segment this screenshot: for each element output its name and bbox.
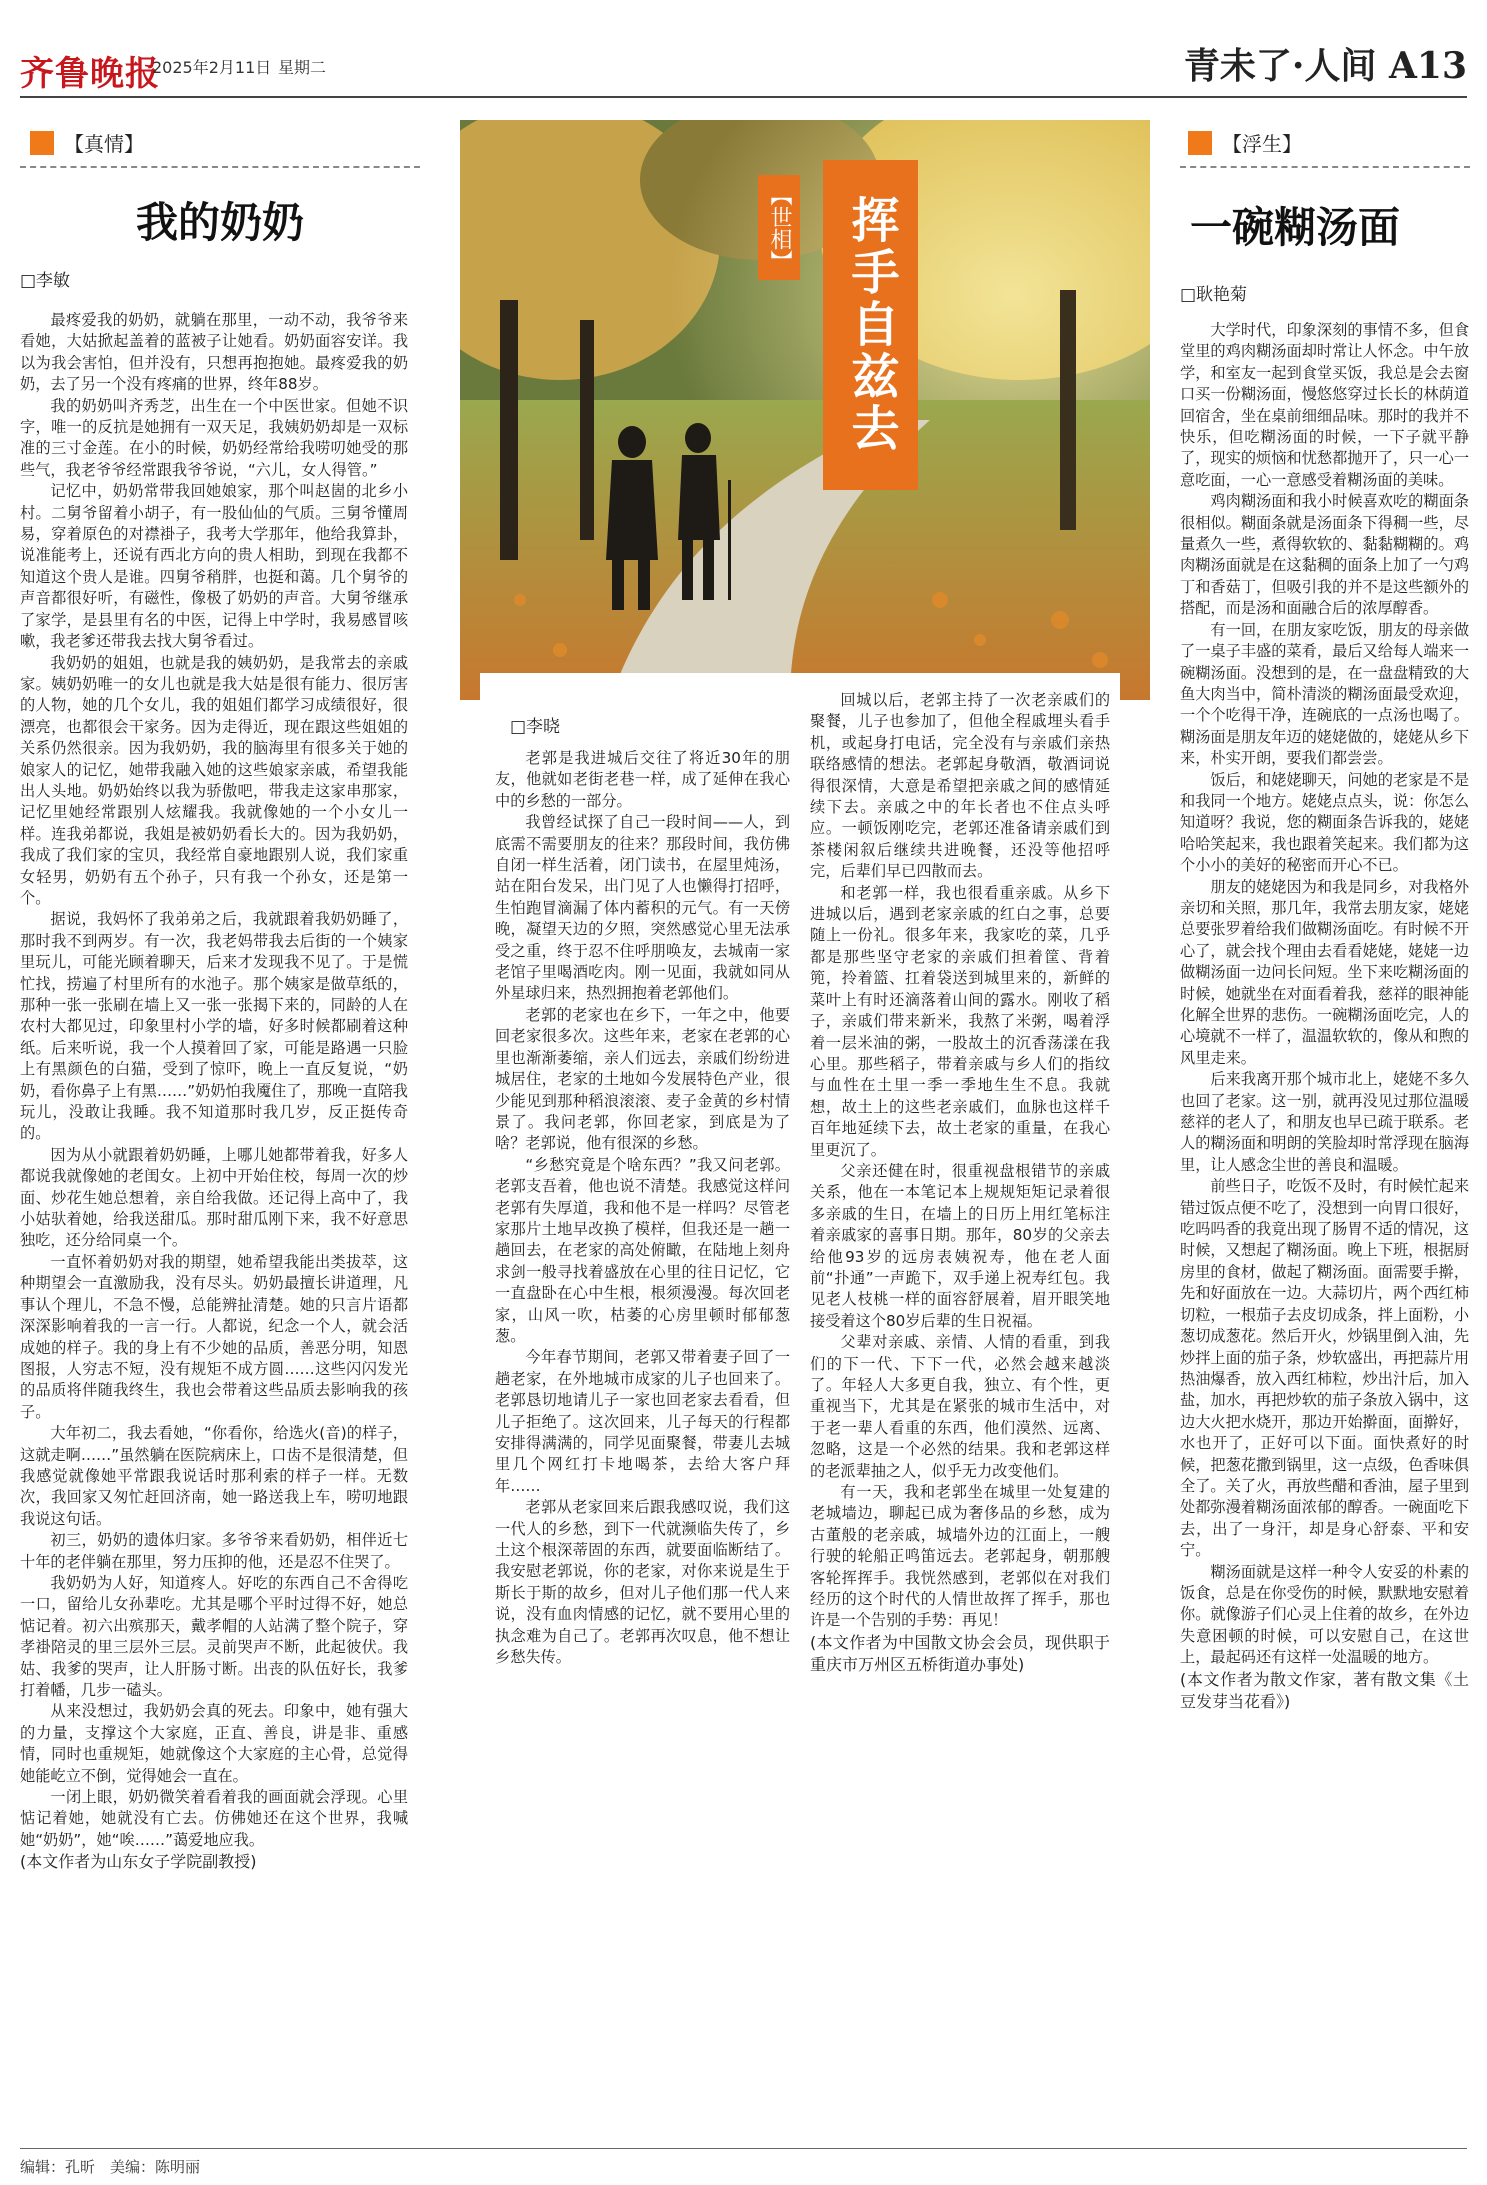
paragraph: 有一回，在朋友家吃饭，朋友的母亲做了一桌子丰盛的菜肴，最后又给每人端来一碗糊汤面。没想到的是，在一盘盘精致的大鱼大肉当中，简朴清淡的糊汤面最受欢迎，一个个吃得干净，连碗底的一点汤也喝了。糊汤面是朋友年迈的姥姥做的，姥姥从乡下来，朴实开朗，要我们都尝尝。 bbox=[1180, 620, 1469, 768]
issue-date: 2025年2月11日 bbox=[152, 58, 272, 77]
paragraph: 前些日子，吃饭不及时，有时候忙起来错过饭点便不吃了，没想到一向胃口很好，吃吗吗香的我竟出现了肠胃不适的情况，这时候，又想起了糊汤面。晚上下班，根据厨房里的食材，做起了糊汤面。面需要手擀，先和好面放在一边。大蒜切片，两个西红柿切粒，一根茄子去皮切成条，拌上面粉，小葱切成葱花。然后开火，炒锅里倒入油，先炒拌上面的茄子条，炒软盛出，再把蒜片用热油爆香，放入西红柿粒，炒出汁后，加入盐，加水，再把炒软的茄子条放入锅中，这边大火把水烧开，那边开始擀面，面擀好，水也开了，正好可以下面。面快煮好的时候，把葱花撒到锅里，这一点级，色香味俱全了。关了火，再放些醋和香油，屋子里到处都弥漫着糊汤面浓郁的醇香。一碗面吃下去，出了一身汗，却是身心舒泰、平和安宁。 bbox=[1180, 1177, 1469, 1560]
author-note: (本文作者为散文作家，著有散文集《土豆发芽当花看》) bbox=[1180, 1669, 1469, 1711]
author-note: (本文作者为山东女子学院副教授) bbox=[20, 1852, 257, 1872]
orange-square-icon bbox=[1188, 131, 1212, 155]
right-tag-divider bbox=[1180, 166, 1470, 168]
left-article-body bbox=[20, 310, 408, 1873]
orange-square-icon bbox=[30, 131, 54, 155]
paragraph: 鸡肉糊汤面和我小时候喜欢吃的糊面条很相似。糊面条就是汤面条下得稠一些，尽量煮久一些，煮得软软的、黏黏糊糊的。鸡肉糊汤面就是在这黏稠的面条上加了一勺鸡丁和香菇丁，但吸引我的并不是这些额外的搭配，而是汤和面融合后的浓厚醇香。 bbox=[1180, 492, 1469, 618]
paragraph: 父辈对亲戚、亲情、人情的看重，到我们的下一代、下下一代，必然会越来越淡了。年轻人大多更自我，独立、有个性，更重视当下，尤其是在紧张的城市生活中，对于老一辈人看重的东西，他们漠然、远离、忽略，这是一个必然的结果。我和老郭这样的老派辈抽之人，似乎无力改变他们。 bbox=[810, 1333, 1110, 1480]
paragraph: 朋友的姥姥因为和我是同乡，对我格外亲切和关照，那几年，我常去朋友家，姥姥总要张罗着给我们做糊汤面吃。有时候不开心了，就会找个理由去看看姥姥，姥姥一边做糊汤面一边问长问短。坐下来吃糊汤面的时候，她就坐在对面看着我，慈祥的眼神能化解全世界的悲伤。一碗糊汤面吃完，人的心境就不一样了，温温软软的，像从和煦的风里走来。 bbox=[1180, 877, 1469, 1067]
left-tag-label: 【真情】 bbox=[64, 132, 144, 156]
paragraph: 今年春节期间，老郭又带着妻子回了一趟老家，在外地城市成家的儿子也回来了。老郭恳切地请儿子一家也回老家去看看，但儿子拒绝了。这次回来，儿子每天的行程都安排得满满的，同学见面聚餐，带妻儿去城里几个网红打卡地喝茶，去给大客户拜年…… bbox=[495, 1348, 790, 1495]
center-article-title: 挥手自兹去 bbox=[823, 160, 918, 490]
right-tag-label: 【浮生】 bbox=[1222, 132, 1302, 156]
paragraph: 初三，奶奶的遗体归家。多爷爷来看奶奶，相伴近七十年的老伴躺在那里，努力压抑的他，还是忍不住哭了。 bbox=[20, 1531, 408, 1571]
left-article-author: □李敏 bbox=[20, 271, 71, 291]
paragraph: 老郭从老家回来后跟我感叹说，我们这一代人的乡愁，到下一代就濒临失传了，乡土这个根深蒂固的东西，就要面临断结了。我安慰老郭说，你的老家，对你来说是生于斯长于斯的故乡，但对儿子他们那一代人来说，没有血肉情感的记忆，就不要用心里的执念难为自己了。老郭再次叹息，他不想让乡愁失传。 bbox=[495, 1498, 790, 1667]
left-article-tag bbox=[30, 128, 144, 157]
left-article-title: 我的奶奶 bbox=[135, 198, 304, 247]
right-article-author: □耿艳菊 bbox=[1180, 285, 1248, 305]
paragraph: 大学时代，印象深刻的事情不多，但食堂里的鸡肉糊汤面却时常让人怀念。中午放学，和室友一起到食堂买饭，我总是会去窗口买一份糊汤面，慢悠悠穿过长长的林荫道回宿舍，坐在桌前细细品味。那时的我并不快乐，但吃糊汤面的时候，一下子就平静了，现实的烦恼和忧愁都抛开了，只一心一意吃面，一心一意感受着糊汤面的美味。 bbox=[1180, 321, 1469, 489]
center-article-body-col2 bbox=[810, 690, 1110, 1676]
paragraph: 一闭上眼，奶奶微笑着看着我的画面就会浮现。心里惦记着她，她就没有亡去。仿佛她还在这个世界，我喊她“奶奶”，她“唉……”蔼爱地应我。 bbox=[20, 1788, 408, 1849]
paragraph: 我奶奶为人好，知道疼人。好吃的东西自己不舍得吃一口，留给儿女孙辈吃。尤其是哪个平时过得不好，她总惦记着。初六出殡那天，戴孝帽的人站满了整个院子，穿孝褂陪灵的里三层外三层。灵前哭声不断，此起彼伏。我姑、我爹的哭声，让人肝肠寸断。出丧的队伍好长，我爹打着幡，几步一磕头。 bbox=[20, 1573, 408, 1699]
newspaper-logo: 齐鲁晚报 bbox=[20, 54, 160, 94]
center-article-body-col1 bbox=[495, 748, 790, 1668]
center-article-author: □李晓 bbox=[510, 717, 561, 737]
paragraph: 我的奶奶叫齐秀芝，出生在一个中医世家。但她不识字，唯一的反抗是她拥有一双天足，我姨奶奶却是一双标准的三寸金莲。在小的时候，奶奶经常给我唠叨她受的那些气，我老爷爷经常跟我爷爷说，“六儿，女人得管。” bbox=[20, 396, 408, 479]
author-note: (本文作者为中国散文协会会员，现供职于重庆市万州区五桥街道办事处) bbox=[810, 1632, 1110, 1674]
paragraph: 回城以后，老郭主持了一次老亲戚们的聚餐，儿子也参加了，但他全程戚埋头看手机，或起身打电话，完全没有与亲戚们亲热联络感情的想法。老郭起身敬酒，敬酒词说得很深情，大意是希望把亲戚之间的感情延续下去。亲戚之中的年长者也不住点头呼应。一顿饭刚吃完，老郭还准备请亲戚们到茶楼闲叙后继续共进晚餐，还没等他招呼完，后辈们早已四散而去。 bbox=[810, 691, 1110, 881]
header-rule bbox=[20, 96, 1467, 98]
paragraph: 大年初二，我去看她，“你看你，给选火(音)的样子，这就走啊……”虽然躺在医院病床上，口齿不是很清楚，但我感觉就像她平常跟我说话时那利索的样子一样。无数次，我回家又匆忙赶回济南，她一路送我上车，唠叨地跟我说这句话。 bbox=[20, 1424, 408, 1528]
paragraph: 后来我离开那个城市北上，姥姥不多久也回了老家。这一别，就再没见过那位温暖慈祥的老人了，和朋友也早已疏于联系。老人的糊汤面和明朗的笑脸却时常浮现在脑海里，让人感念尘世的善良和温暖。 bbox=[1180, 1070, 1469, 1174]
paragraph: 记忆中，奶奶常带我回她娘家，那个叫赵崮的北乡小村。二舅爷留着小胡子，有一股仙仙的气质。三舅爷懂周易，穿着原色的对襟褂子，我考大学那年，他给我算卦，说准能考上，还说有西北方向的贵人相助，到现在我都不知道这个贵人是谁。四舅爷稍胖，也挺和蔼。几个舅爷的声音都很好听，有磁性，像极了奶奶的声音。大舅爷继承了家学，是县里有名的中医，记得上中学时，我易感冒咳嗽，我老爹还带我去找大舅爷看过。 bbox=[20, 482, 408, 651]
elderly-couple-photo bbox=[460, 120, 1150, 700]
paragraph: 老郭的老家也在乡下，一年之中，他要回老家很多次。这些年来，老家在老郭的心里也渐渐萎缩，亲人们远去，亲戚们纷纷进城居住，老家的土地如今发展特色产业，很少能见到那种稻浪滚滚、麦子金黄的乡村情景了。我问老郭，你回老家，到底是为了啥？老郭说，他有很深的乡愁。 bbox=[495, 1005, 790, 1153]
paragraph: “乡愁究竟是个啥东西？”我又问老郭。老郭支吾着，他也说不清楚。我感觉这样问老郭有失厚道，我和他不是一样吗？尽管老家那片土地早改换了模样，但我还是一趟一趟回去，在老家的高处俯瞰，在陆地上刻舟求剑一般寻找着盛放在心里的往日记忆，它一直盘卧在心中生根，根须漫漫。每次回老家，山风一吹，枯萎的心房里顿时郁郁葱葱。 bbox=[495, 1155, 790, 1345]
paragraph: 我曾经试探了自己一段时间——人，到底需不需要朋友的往来？那段时间，我仿佛自闭一样生活着，闭门读书，在屋里炖汤，站在阳台发呆，出门见了人也懒得打招呼，生怕跑冒滴漏了体内蓄积的元气。有一天傍晚，凝望天边的夕照，突然感觉心里无法承受之重，终于忍不住呼朋唤友，去城南一家老馆子里喝酒吃肉。刚一见面，我就如同从外星球归来，热烈拥抱着老郭他们。 bbox=[495, 813, 790, 1003]
paragraph: 糊汤面就是这样一种令人安妥的朴素的饭食，总是在你受伤的时候，默默地安慰着你。就像游子们心灵上住着的故乡，在外边失意困顿的时候，可以安慰自己，在这世上，最起码还有这样一处温暖的地方。 bbox=[1180, 1562, 1469, 1667]
paragraph: 一直怀着奶奶对我的期望，她希望我能出类拔萃，这种期望会一直激励我，没有尽头。奶奶最擅长讲道理，凡事认个理儿，不急不慢，总能辨扯清楚。她的只言片语都深深影响着我的一言一行。人都说，纪念一个人，就会活成她的样子。我的身上有不少她的品质，善恶分明，知恩图报，人穷志不短，没有规矩不成方圆……这些闪闪发光的品质将伴随我终生，我也会带着这些品质去影响我的孩子。 bbox=[20, 1252, 408, 1421]
paragraph: 老郭是我进城后交往了将近30年的朋友，他就如老街老巷一样，成了延伸在我心中的乡愁的一部分。 bbox=[495, 749, 790, 810]
footer-rule bbox=[20, 2148, 1467, 2149]
paragraph: 饭后，和姥姥聊天，问她的老家是不是和我同一个地方。姥姥点点头，说：你怎么知道呀？我说，您的糊面条告诉我的，姥姥哈哈笑起来，我也跟着笑起来。我们都为这个小小的美好的秘密而开心不已。 bbox=[1180, 770, 1469, 875]
right-article-body bbox=[1180, 320, 1469, 1713]
right-article-title: 一碗糊汤面 bbox=[1189, 203, 1400, 252]
center-article-tag: 【世相】 bbox=[758, 175, 800, 280]
left-tag-divider bbox=[20, 166, 420, 168]
issue-weekday: 星期二 bbox=[278, 58, 327, 77]
paragraph: 从来没想过，我奶奶会真的死去。印象中，她有强大的力量，支撑这个大家庭，正直、善良，讲是非、重感情，同时也重规矩，她就像这个大家庭的主心骨，总觉得她能屹立不倒，觉得她会一直在。 bbox=[20, 1702, 408, 1785]
right-article-tag bbox=[1188, 128, 1302, 157]
paragraph: 和老郭一样，我也很看重亲戚。从乡下进城以后，遇到老家亲戚的红白之事，总要随上一份礼。很多年来，我家吃的菜，几乎都是那些坚守老家的亲戚们担着筐、背着篼，拎着篮、扛着袋送到城里来的，新鲜的菜叶上有时还滴落着山间的露水。刚收了稻子，亲戚们带来新米，我熬了米粥，喝着浮着一层米油的粥，一股故土的沉香荡漾在我心里。那些稻子，带着亲戚与乡人们的指纹与血性在土里一季一季地生生不息。我就想，故土上的这些老亲戚们，血脉也这样千百年地延续下去，故土老家的重量，在我心里更沉了。 bbox=[810, 883, 1110, 1159]
paragraph: 有一天，我和老郭坐在城里一处复建的老城墙边，聊起已成为奢侈品的乡愁，成为古董般的老亲戚，城墙外边的江面上，一艘行驶的轮船正鸣笛远去。老郭起身，朝那艘客轮挥挥手。我恍然感到，老郭似在对我们经历的这个时代的人情世故挥了挥手，那也许是一个告别的手势：再见！ bbox=[810, 1483, 1110, 1630]
editor-credits: 编辑：孔昕 美编：陈明丽 bbox=[20, 2158, 201, 2176]
photo-illustration bbox=[460, 120, 1150, 700]
paragraph: 据说，我妈怀了我弟弟之后，我就跟着我奶奶睡了，那时我不到两岁。有一次，我老妈带我去后街的一个姨家里玩儿，可能光顾着聊天，后来才发现我不见了。于是慌忙找，捞遍了村里所有的水池子。那个姨家是做草纸的，那种一张一张刷在墙上又一张一张揭下来的，同龄的人在农村大都见过，印象里村小学的墙，好多时候都刷着这种纸。后来听说，我一个人摸着回了家，可能是路遇一只脸上有黑颜色的白猫，受到了惊吓，晚上一直反复说，“奶奶，看你鼻子上有黑……”奶奶怕我魇住了，那晚一直陪我玩儿，没敢让我睡。我不知道那时我几岁，反正挺传奇的。 bbox=[20, 910, 408, 1143]
paragraph: 因为从小就跟着奶奶睡，上哪儿她都带着我，好多人都说我就像她的老闺女。上初中开始住校，每周一次的炒面、炒花生她总想着，亲自给我做。还记得上高中了，我小姑驮着她，给我送甜瓜。那时甜瓜刚下来，我不好意思独吃，还分给同桌一个。 bbox=[20, 1145, 408, 1250]
paragraph: 父亲还健在时，很重视盘根错节的亲戚关系，他在一本笔记本上规规矩矩记录着很多亲戚的生日，在墙上的日历上用红笔标注着亲戚家的喜事日期。那年，80岁的父亲去给他93岁的远房表姨祝寿，他在老人面前“扑通”一声跪下，双手递上祝寿红包。我见老人枝桃一样的面容舒展着，眉开眼笑地接受着这个80岁后辈的生日祝福。 bbox=[810, 1161, 1110, 1330]
section-title: 青未了·人间 A13 bbox=[1183, 45, 1467, 87]
paragraph: 最疼爱我的奶奶，就躺在那里，一动不动，我爷爷来看她，大姑掀起盖着的蓝被子让她看。奶奶面容安详。我以为我会害怕，但并没有，只想再抱抱她。最疼爱我的奶奶，去了另一个没有疼痛的世界，终年88岁。 bbox=[20, 311, 408, 394]
paragraph: 我奶奶的姐姐，也就是我的姨奶奶，是我常去的亲戚家。姨奶奶唯一的女儿也就是我大姑是很有能力、很厉害的人物，她的几个女儿，我的姐姐们都学习成绩很好，很漂亮，也都很会干家务。因为走得近，现在跟这些姐姐的关系仍然很亲。因为我奶奶，我的脑海里有很多关于她的娘家人的记忆，她带我融入她的这些娘家亲戚，希望我能出人头地。奶奶始终以我为骄傲吧，带我走这家串那家，记忆里她经常跟别人炫耀我。我就像她的一个小女儿一样。连我弟都说，我姐是被奶奶看长大的。因为我奶奶，我成了我们家的宝贝，我经常自豪地跟别人说，我们家重女轻男，奶奶有五个孙子，只有我一个孙女，还是第一个。 bbox=[20, 653, 408, 907]
